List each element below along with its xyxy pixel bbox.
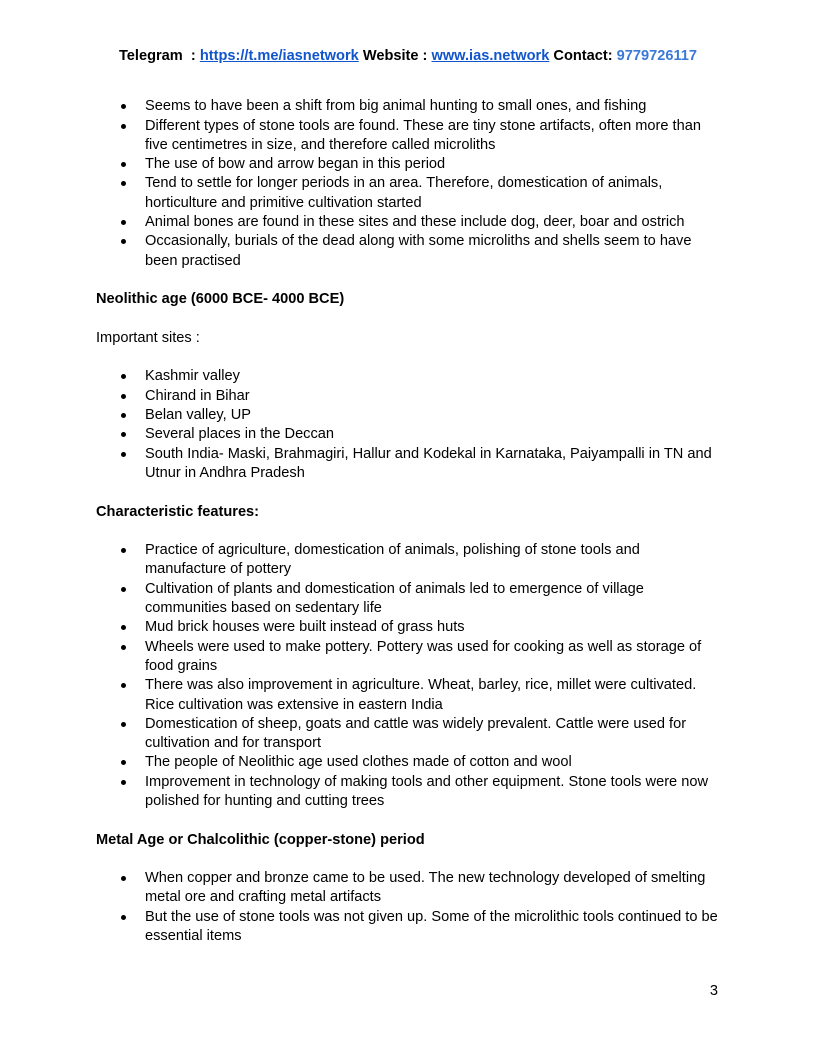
website-label: Website : xyxy=(362,48,428,64)
bullet-list xyxy=(96,367,720,483)
bullet-item: Tend to settle for longer periods in an area. Therefore, domestication of animals, horticulture and primitive cultivation started xyxy=(96,174,720,213)
bullet-item: There was also improvement in agriculture. Wheat, barley, rice, millet were cultivated. Rice cultivation was extensive in eastern India xyxy=(96,676,720,715)
section-heading: Neolithic age (6000 BCE- 4000 BCE) xyxy=(96,291,345,308)
document-header xyxy=(96,47,720,66)
bullet-item: Animal bones are found in these sites and these include dog, deer, boar and ostrich xyxy=(96,213,720,232)
bullet-item: Chirand in Bihar xyxy=(96,387,720,406)
bullet-item: Belan valley, UP xyxy=(96,406,720,425)
bullet-item: Domestication of sheep, goats and cattle was widely prevalent. Cattle were used for cultivation and for transport xyxy=(96,715,720,754)
bullet-item: Seems to have been a shift from big animal hunting to small ones, and fishing xyxy=(96,97,720,116)
bullet-item: Different types of stone tools are found. These are tiny stone artifacts, often more than five centimetres in size, and therefore called microliths xyxy=(96,117,720,156)
bullet-item: Wheels were used to make pottery. Pottery was used for cooking as well as storage of food grains xyxy=(96,638,720,677)
document-body xyxy=(96,97,720,946)
telegram-label: Telegram : xyxy=(118,48,196,64)
bullet-item: Mud brick houses were built instead of grass huts xyxy=(96,618,720,637)
bullet-list xyxy=(96,97,720,271)
bullet-item: South India- Maski, Brahmagiri, Hallur and Kodekal in Karnataka, Paiyampalli in TN and Utnur in Andhra Pradesh xyxy=(96,445,720,484)
bullet-item: But the use of stone tools was not given up. Some of the microlithic tools continued to be essential items xyxy=(96,908,720,947)
bullet-item: Occasionally, burials of the dead along with some microliths and shells seem to have been practised xyxy=(96,232,720,271)
bullet-item: Improvement in technology of making tools and other equipment. Stone tools were now polished for hunting and cutting trees xyxy=(96,773,720,812)
bullet-item: Several places in the Deccan xyxy=(96,425,720,444)
bullet-list xyxy=(96,869,720,946)
bullet-item: The use of bow and arrow began in this period xyxy=(96,155,720,174)
page-number: 3 xyxy=(709,983,718,999)
section-heading: Metal Age or Chalcolithic (copper-stone) period xyxy=(96,831,425,848)
bullet-item: The people of Neolithic age used clothes made of cotton and wool xyxy=(96,753,720,772)
telegram-link[interactable]: https://t.me/iasnetwork xyxy=(199,48,359,64)
paragraph: Important sites : xyxy=(96,329,200,346)
bullet-item: Practice of agriculture, domestication of animals, polishing of stone tools and manufacture of pottery xyxy=(96,541,720,580)
contact-number: 9779726117 xyxy=(616,48,698,64)
section-heading: Characteristic features: xyxy=(96,503,260,520)
bullet-item: Cultivation of plants and domestication of animals led to emergence of village communities based on sedentary life xyxy=(96,580,720,619)
contact-label: Contact: xyxy=(553,48,613,64)
bullet-item: When copper and bronze came to be used. The new technology developed of smelting metal ore and crafting metal artifacts xyxy=(96,869,720,908)
bullet-item: Kashmir valley xyxy=(96,367,720,386)
bullet-list xyxy=(96,541,720,811)
website-link[interactable]: www.ias.network xyxy=(431,48,550,64)
